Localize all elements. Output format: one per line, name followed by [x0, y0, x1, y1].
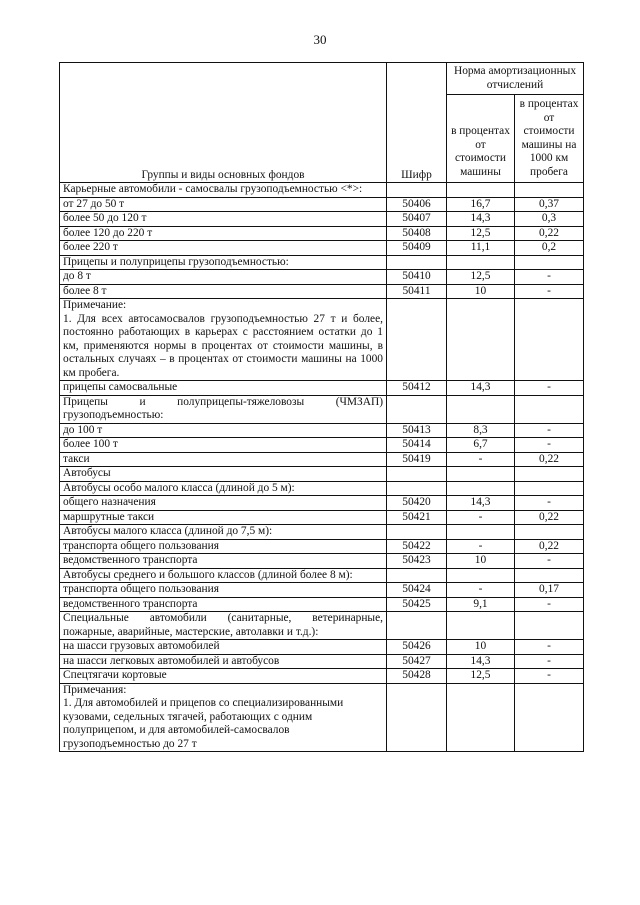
row-name: прицепы самосвальные: [60, 381, 387, 396]
table-row: [60, 299, 584, 381]
table-row: [60, 381, 584, 396]
row-percent-of-cost: [447, 395, 515, 423]
table-row: [60, 241, 584, 256]
table-header-row: [60, 63, 584, 95]
row-name: ведомственного транспорта: [60, 554, 387, 569]
row-name: более 50 до 120 т: [60, 212, 387, 227]
row-percent-per-1000km: -: [515, 496, 584, 511]
row-code: [387, 525, 447, 540]
row-name: Прицепы и полуприцепы грузоподъемностью:: [60, 255, 387, 270]
row-percent-per-1000km: [515, 467, 584, 482]
row-percent-of-cost: [447, 683, 515, 752]
row-name: маршрутные такси: [60, 510, 387, 525]
row-code: [387, 299, 447, 381]
row-percent-of-cost: 12,5: [447, 226, 515, 241]
row-code: 50413: [387, 423, 447, 438]
row-percent-of-cost: [447, 612, 515, 640]
row-name: до 8 т: [60, 270, 387, 285]
row-percent-per-1000km: -: [515, 423, 584, 438]
table-row: [60, 525, 584, 540]
row-percent-of-cost: 11,1: [447, 241, 515, 256]
table-row: [60, 683, 584, 752]
row-percent-of-cost: 10: [447, 640, 515, 655]
table-row: [60, 438, 584, 453]
row-name: от 27 до 50 т: [60, 197, 387, 212]
row-name: Автобусы малого класса (длиной до 7,5 м):: [60, 525, 387, 540]
row-percent-per-1000km: [515, 568, 584, 583]
row-code: [387, 683, 447, 752]
row-percent-of-cost: 10: [447, 284, 515, 299]
row-percent-of-cost: 9,1: [447, 597, 515, 612]
row-code: [387, 395, 447, 423]
depreciation-norms-table: [59, 62, 584, 752]
row-code: [387, 183, 447, 198]
table-row: [60, 395, 584, 423]
table-row: [60, 212, 584, 227]
row-name: на шасси легковых автомобилей и автобусов: [60, 654, 387, 669]
row-percent-of-cost: -: [447, 452, 515, 467]
row-percent-per-1000km: 0,2: [515, 241, 584, 256]
row-percent-of-cost: 12,5: [447, 669, 515, 684]
row-code: 50414: [387, 438, 447, 453]
row-percent-per-1000km: [515, 183, 584, 198]
table-row: [60, 583, 584, 598]
row-percent-per-1000km: 0,37: [515, 197, 584, 212]
row-percent-per-1000km: [515, 299, 584, 381]
table-row: [60, 612, 584, 640]
row-name: ведомственного транспорта: [60, 597, 387, 612]
row-code: 50412: [387, 381, 447, 396]
row-name: более 220 т: [60, 241, 387, 256]
row-percent-per-1000km: -: [515, 270, 584, 285]
table-row: [60, 452, 584, 467]
row-percent-per-1000km: [515, 395, 584, 423]
row-percent-of-cost: [447, 255, 515, 270]
row-percent-per-1000km: [515, 683, 584, 752]
row-name: на шасси грузовых автомобилей: [60, 640, 387, 655]
row-name: более 8 т: [60, 284, 387, 299]
row-name: общего назначения: [60, 496, 387, 511]
row-percent-of-cost: -: [447, 510, 515, 525]
row-percent-of-cost: 10: [447, 554, 515, 569]
row-code: 50424: [387, 583, 447, 598]
row-code: 50419: [387, 452, 447, 467]
row-percent-per-1000km: [515, 612, 584, 640]
row-percent-of-cost: 16,7: [447, 197, 515, 212]
row-code: [387, 467, 447, 482]
row-code: 50407: [387, 212, 447, 227]
row-code: [387, 568, 447, 583]
table-row: [60, 640, 584, 655]
row-code: [387, 255, 447, 270]
row-percent-of-cost: [447, 568, 515, 583]
row-percent-per-1000km: -: [515, 284, 584, 299]
row-code: 50406: [387, 197, 447, 212]
row-percent-of-cost: 12,5: [447, 270, 515, 285]
row-code: 50426: [387, 640, 447, 655]
header-depreciation-norm: Норма амортизационных отчислений: [447, 63, 584, 95]
row-percent-of-cost: [447, 467, 515, 482]
row-name: Автобусы: [60, 467, 387, 482]
table-row: [60, 423, 584, 438]
row-name: более 120 до 220 т: [60, 226, 387, 241]
row-percent-per-1000km: 0,22: [515, 539, 584, 554]
row-percent-of-cost: -: [447, 583, 515, 598]
header-percent-per-1000km: в процентах от стоимости машины на 1000 км пробега: [515, 95, 584, 183]
row-percent-of-cost: -: [447, 539, 515, 554]
row-name: Автобусы особо малого класса (длиной до 5 м):: [60, 481, 387, 496]
table-row: [60, 496, 584, 511]
row-code: 50410: [387, 270, 447, 285]
row-percent-per-1000km: 0,22: [515, 226, 584, 241]
row-name: Спецтягачи кортовые: [60, 669, 387, 684]
row-code: 50409: [387, 241, 447, 256]
row-percent-per-1000km: 0,22: [515, 510, 584, 525]
row-percent-per-1000km: [515, 481, 584, 496]
row-name: транспорта общего пользования: [60, 583, 387, 598]
row-code: 50408: [387, 226, 447, 241]
table-row: [60, 481, 584, 496]
table-row: [60, 539, 584, 554]
row-percent-of-cost: [447, 299, 515, 381]
row-percent-of-cost: 14,3: [447, 496, 515, 511]
table-row: [60, 270, 584, 285]
row-percent-per-1000km: 0,17: [515, 583, 584, 598]
row-percent-per-1000km: -: [515, 381, 584, 396]
row-percent-of-cost: 14,3: [447, 212, 515, 227]
header-code: Шифр: [387, 63, 447, 183]
row-percent-per-1000km: -: [515, 640, 584, 655]
row-percent-per-1000km: [515, 255, 584, 270]
table-row: [60, 669, 584, 684]
row-code: [387, 612, 447, 640]
table-row: [60, 510, 584, 525]
row-code: 50420: [387, 496, 447, 511]
table-row: [60, 255, 584, 270]
row-code: 50422: [387, 539, 447, 554]
row-percent-of-cost: [447, 183, 515, 198]
row-name: транспорта общего пользования: [60, 539, 387, 554]
table-row: [60, 197, 584, 212]
table-row: [60, 554, 584, 569]
table-row: [60, 654, 584, 669]
table-row: [60, 568, 584, 583]
row-code: 50411: [387, 284, 447, 299]
row-percent-per-1000km: 0,3: [515, 212, 584, 227]
row-code: 50421: [387, 510, 447, 525]
row-percent-per-1000km: -: [515, 554, 584, 569]
row-name: Прицепы и полуприцепы-тяжеловозы (ЧМЗАП) грузоподъемностью:: [60, 395, 387, 423]
row-code: 50423: [387, 554, 447, 569]
table-row: [60, 183, 584, 198]
row-percent-of-cost: 14,3: [447, 654, 515, 669]
row-percent-of-cost: [447, 525, 515, 540]
row-code: 50428: [387, 669, 447, 684]
row-name: такси: [60, 452, 387, 467]
row-name: Примечание: 1. Для всех автосамосвалов грузоподъемностью 27 т и более, постоянно работающих в карьерах с расстоянием остатки до 1 км, применяются нормы в процентах от стоимости машины, в остальных случаях – в процентах от стоимости машины на 1000 км пробега.: [60, 299, 387, 381]
row-percent-of-cost: 8,3: [447, 423, 515, 438]
row-code: 50427: [387, 654, 447, 669]
row-name: Автобусы среднего и большого классов (длиной более 8 м):: [60, 568, 387, 583]
row-percent-per-1000km: -: [515, 669, 584, 684]
row-percent-per-1000km: 0,22: [515, 452, 584, 467]
header-groups-and-types: Группы и виды основных фондов: [60, 63, 387, 183]
table-row: [60, 226, 584, 241]
row-percent-per-1000km: -: [515, 438, 584, 453]
row-percent-of-cost: 14,3: [447, 381, 515, 396]
header-percent-of-cost: в процентах от стоимости машины: [447, 95, 515, 183]
row-code: [387, 481, 447, 496]
row-code: 50425: [387, 597, 447, 612]
row-percent-per-1000km: [515, 525, 584, 540]
row-name: Специальные автомобили (санитарные, ветеринарные, пожарные, аварийные, мастерские, автолавки и т.д.):: [60, 612, 387, 640]
table-row: [60, 597, 584, 612]
row-name: Примечания: 1. Для автомобилей и прицепов со специализированными кузовами, седельных тягачей, работающих с одним полуприцепом, и для автомобилей-самосвалов грузоподъемностью до 27 т: [60, 683, 387, 752]
row-percent-per-1000km: -: [515, 597, 584, 612]
table-row: [60, 284, 584, 299]
row-name: более 100 т: [60, 438, 387, 453]
row-percent-per-1000km: -: [515, 654, 584, 669]
row-name: Карьерные автомобили - самосвалы грузоподъемностью <*>:: [60, 183, 387, 198]
page-number: 30: [313, 32, 327, 47]
row-percent-of-cost: [447, 481, 515, 496]
row-percent-of-cost: 6,7: [447, 438, 515, 453]
table-row: [60, 467, 584, 482]
row-name: до 100 т: [60, 423, 387, 438]
